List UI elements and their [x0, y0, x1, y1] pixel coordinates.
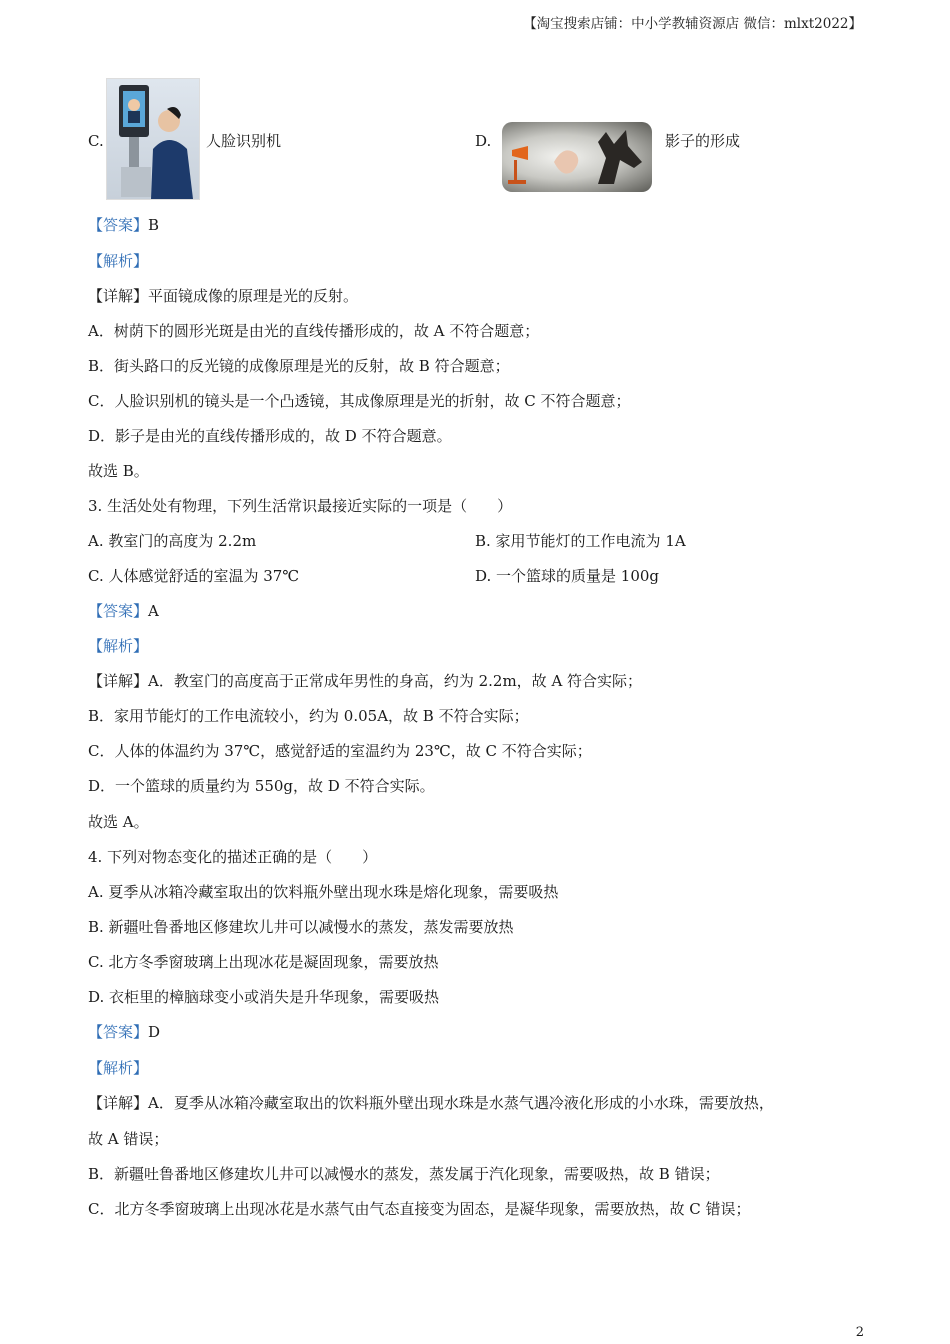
q4-option-a: A. 夏季从冰箱冷藏室取出的饮料瓶外壁出现水珠是熔化现象，需要吸热	[88, 883, 559, 901]
q3-option-d: D. 一个篮球的质量是 100g	[475, 567, 660, 585]
header-note: 【淘宝搜索店铺：中小学教辅资源店 微信：mlxt2022】	[523, 16, 862, 32]
q3-line-b: B．家用节能灯的工作电流较小，约为 0.05A，故 B 不符合实际；	[88, 707, 529, 725]
q3-stem: 3. 生活处处有物理，下列生活常识最接近实际的一项是（ ）	[88, 497, 513, 515]
q2-conclusion: 故选 B。	[88, 462, 149, 480]
q2-line-c: C．人脸识别机的镜头是一个凸透镜，其成像原理是光的折射，故 C 不符合题意；	[88, 392, 631, 410]
q2-answer-line	[88, 214, 159, 236]
q2-line-d: D．影子是由光的直线传播形成的，故 D 不符合题意。	[88, 427, 452, 445]
q2-option-d-letter: D.	[475, 132, 492, 150]
q4-line-a: 【详解】A．夏季从冰箱冷藏室取出的饮料瓶外壁出现水珠是水蒸气遇冷液化形成的小水珠，需要放热，	[88, 1094, 774, 1112]
q3-conclusion: 故选 A。	[88, 813, 149, 831]
q4-line-b: B．新疆吐鲁番地区修建坎儿井可以减慢水的蒸发，蒸发属于汽化现象，需要吸热，故 B 错误；	[88, 1165, 720, 1183]
q4-line-a-cont: 故 A 错误；	[88, 1130, 169, 1148]
q4-answer-line	[88, 1021, 160, 1043]
q3-line-a: 【详解】A．教室门的高度高于正常成年男性的身高，约为 2.2m，故 A 符合实际；	[88, 672, 643, 690]
q3-answer-line	[88, 600, 159, 622]
hand-shadow-image	[502, 122, 652, 192]
q2-answer-value: B	[148, 216, 160, 234]
q4-answer-value: D	[148, 1023, 161, 1041]
q2-analysis-tag: 【解析】	[88, 252, 149, 270]
q4-option-c: C. 北方冬季窗玻璃上出现冰花是凝固现象，需要放热	[88, 953, 439, 971]
q4-option-b: B. 新疆吐鲁番地区修建坎儿井可以减慢水的蒸发，蒸发需要放热	[88, 918, 514, 936]
q3-line-c: C．人体的体温约为 37℃，感觉舒适的室温约为 23℃，故 C 不符合实际；	[88, 742, 592, 760]
q3-line-d: D．一个篮球的质量约为 550g，故 D 不符合实际。	[88, 777, 435, 795]
q2-option-d-text: 影子的形成	[665, 132, 741, 150]
q2-detail: 【详解】平面镜成像的原理是光的反射。	[88, 287, 359, 305]
q3-option-a: A. 教室门的高度为 2.2m	[88, 532, 257, 550]
q2-option-c-text: 人脸识别机	[206, 132, 282, 150]
face-recognition-machine-image	[106, 78, 200, 200]
q4-analysis-tag: 【解析】	[88, 1059, 149, 1077]
q3-option-b: B. 家用节能灯的工作电流为 1A	[475, 532, 686, 550]
q3-analysis-tag: 【解析】	[88, 637, 149, 655]
q2-line-b: B．街头路口的反光镜的成像原理是光的反射，故 B 符合题意；	[88, 357, 510, 375]
q3-answer-tag: 【答案】	[88, 602, 149, 620]
q3-option-c: C. 人体感觉舒适的室温为 37℃	[88, 567, 300, 585]
q2-line-a: A．树荫下的圆形光斑是由光的直线传播形成的，故 A 不符合题意；	[88, 322, 540, 340]
page-number: 2	[855, 1325, 864, 1340]
q4-answer-tag: 【答案】	[88, 1023, 149, 1041]
q2-option-c-letter: C.	[88, 132, 104, 150]
q4-stem: 4. 下列对物态变化的描述正确的是（ ）	[88, 848, 378, 866]
q3-answer-value: A	[148, 602, 159, 620]
q4-line-c: C．北方冬季窗玻璃上出现冰花是水蒸气由气态直接变为固态，是凝华现象，需要放热，故 C 错误；	[88, 1200, 751, 1218]
q4-option-d: D. 衣柜里的樟脑球变小或消失是升华现象，需要吸热	[88, 988, 440, 1006]
q2-answer-tag: 【答案】	[88, 216, 149, 234]
